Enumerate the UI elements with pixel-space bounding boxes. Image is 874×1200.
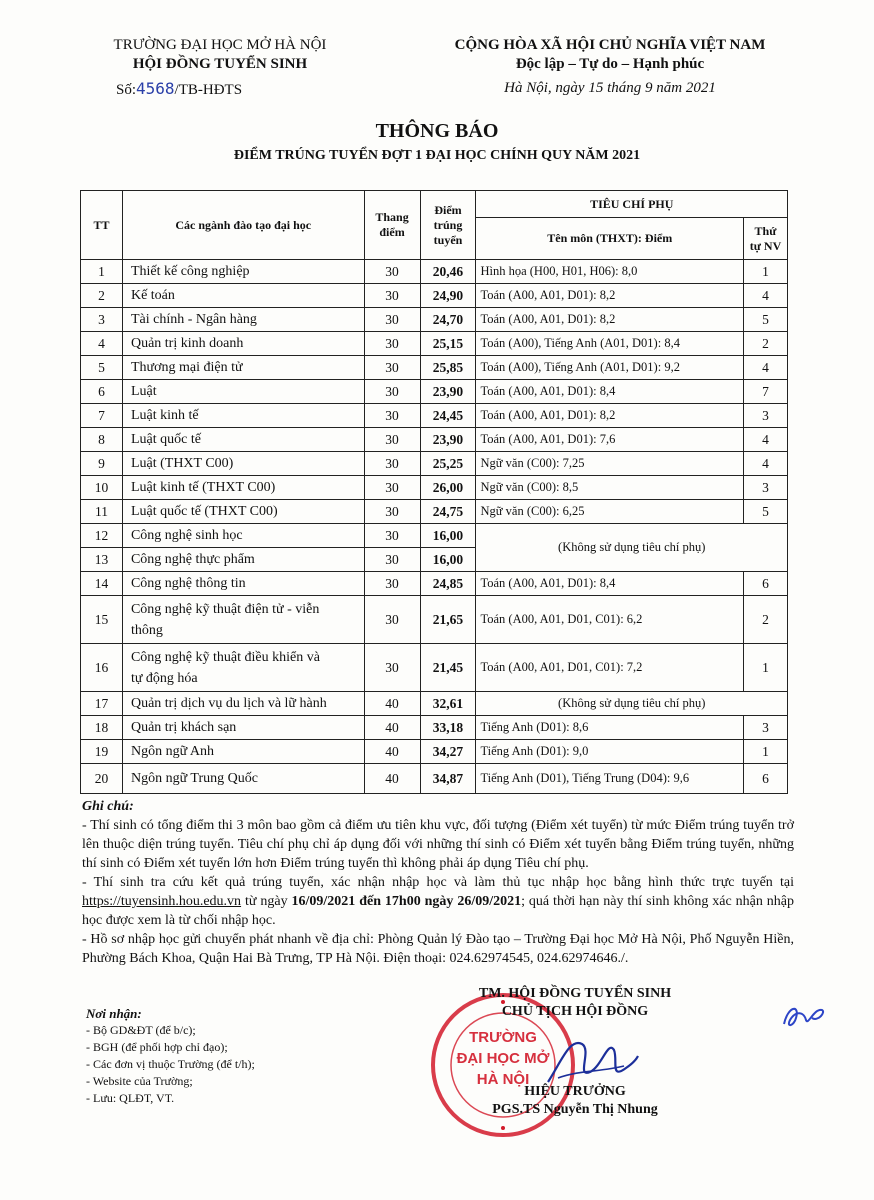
nation-name: CỘNG HÒA XÃ HỘI CHỦ NGHĨA VIỆT NAM [454, 37, 766, 53]
no-criteria-note: (Không sử dụng tiêu chí phụ) [476, 524, 788, 572]
header-tt: TT [81, 191, 123, 260]
recipient-item: - Bộ GD&ĐT (để b/c); [86, 1023, 196, 1037]
recipient-item: - BGH (để phối hợp chỉ đạo); [86, 1040, 228, 1054]
council-name: HỘI ĐỒNG TUYỂN SINH [132, 56, 308, 72]
signer-name: PGS.TS Nguyễn Thị Nhung [492, 1102, 658, 1117]
note-2: - Thí sinh tra cứu kết quả trúng tuyển, xác nhận nhập học và làm thủ tục nhập học bằng hình thức trực tuyến tại https://tuyensinh.hou.edu.vn từ ngày 16/09/2021 đến 17h00 ngày 26/09/2021; quá thời hạn này thí sinh không xác nhận nhập học được xem là từ chối nhập học. [82, 875, 794, 928]
table-row: 13 Công nghệ thực phẩm 30 16,00 [81, 548, 788, 572]
recipients-block [86, 1005, 346, 1107]
issuer-header [70, 36, 370, 100]
recipient-item: - Các đơn vị thuộc Trường (để t/h); [86, 1057, 255, 1071]
header-sub-criteria: TIÊU CHÍ PHỤ [476, 191, 788, 218]
note-3: - Hồ sơ nhập học gửi chuyển phát nhanh về địa chỉ: Phòng Quản lý Đào tạo – Trường Đại học Mở Hà Nội, Phố Nguyễn Hiền, Phường Bách Khoa, Quận Hai Bà Trưng, TP Hà Nội. Điện thoại: 024.62974545, 024.62974646./. [82, 932, 794, 966]
issue-date: Hà Nội, ngày 15 tháng 9 năm 2021 [504, 80, 716, 96]
header-subject: Tên môn (THXT): Điểm [476, 218, 744, 260]
document-number: Số:4568/TB-HĐTS [116, 79, 243, 98]
table-row: 2 Kế toán 30 24,90 Toán (A00, A01, D01): 8,2 4 [81, 284, 788, 308]
table-row: 6 Luật 30 23,90 Toán (A00, A01, D01): 8,4 7 [81, 380, 788, 404]
table-row: 9 Luật (THXT C00) 30 25,25 Ngữ văn (C00): 7,25 4 [81, 452, 788, 476]
initials-mark-icon [778, 996, 828, 1036]
signer-position: HIỆU TRƯỞNG [524, 1084, 626, 1099]
handwritten-signature-icon [540, 1020, 640, 1100]
table-row: 5 Thương mại điện tử 30 25,85 Toán (A00), Tiếng Anh (A01, D01): 9,2 4 [81, 356, 788, 380]
table-row: 15 Công nghệ kỹ thuật điện tử - viễn thông 30 21,65 Toán (A00, A01, D01, C01): 6,2 2 [81, 596, 788, 644]
table-row: 7 Luật kinh tế 30 24,45 Toán (A00, A01, D01): 8,2 3 [81, 404, 788, 428]
header-scale: Thang điểm [364, 191, 420, 260]
table-row: 17 Quản trị dịch vụ du lịch và lữ hành 40 32,61 (Không sử dụng tiêu chí phụ) [81, 692, 788, 716]
table-row: 19 Ngôn ngữ Anh 40 34,27 Tiếng Anh (D01): 9,0 1 [81, 740, 788, 764]
document-title: THÔNG BÁO [375, 120, 499, 142]
header-preference: Thứ tự NV [744, 218, 788, 260]
table-row: 4 Quản trị kinh doanh 30 25,15 Toán (A00), Tiếng Anh (A01, D01): 8,4 2 [81, 332, 788, 356]
table-row: 12 Công nghệ sinh học 30 16,00 (Không sử dụng tiêu chí phụ) [81, 524, 788, 548]
notes-section [82, 797, 794, 968]
notes-title: Ghi chú: [82, 799, 134, 814]
signature-line-1: TM. HỘI ĐỒNG TUYỂN SINH [478, 986, 672, 1001]
table-row: 11 Luật quốc tế (THXT C00) 30 24,75 Ngữ văn (C00): 6,25 5 [81, 500, 788, 524]
table-row: 10 Luật kinh tế (THXT C00) 30 26,00 Ngữ văn (C00): 8,5 3 [81, 476, 788, 500]
table-row: 20 Ngôn ngữ Trung Quốc 40 34,87 Tiếng Anh (D01), Tiếng Trung (D04): 9,6 6 [81, 764, 788, 794]
recipient-item: - Website của Trường; [86, 1074, 193, 1088]
table-row: 3 Tài chính - Ngân hàng 30 24,70 Toán (A00, A01, D01): 8,2 5 [81, 308, 788, 332]
header-program: Các ngành đào tạo đại học [122, 191, 364, 260]
handwritten-number: 4568 [136, 79, 175, 98]
table-row: 8 Luật quốc tế 30 23,90 Toán (A00, A01, D01): 7,6 4 [81, 428, 788, 452]
national-header [410, 36, 810, 98]
recipients-title: Nơi nhận: [86, 1006, 142, 1021]
table-row: 1 Thiết kế công nghiệp 30 20,46 Hình họa (H00, H01, H06): 8,0 1 [81, 260, 788, 284]
org-name: TRƯỜNG ĐẠI HỌC MỞ HÀ NỘI [113, 37, 327, 53]
national-motto: Độc lập – Tự do – Hạnh phúc [515, 56, 705, 72]
no-criteria-note: (Không sử dụng tiêu chí phụ) [476, 692, 788, 716]
signature-line-2: CHỦ TỊCH HỘI ĐỒNG [501, 1004, 649, 1019]
table-row: 16 Công nghệ kỹ thuật điều khiển và tự động hóa 30 21,45 Toán (A00, A01, D01, C01): 7,2 1 [81, 644, 788, 692]
note-1: - Thí sinh có tổng điểm thi 3 môn bao gồm cả điểm ưu tiên khu vực, đối tượng (Điểm xét tuyển) từ mức Điểm trúng tuyển trở lên thuộc diện trúng tuyển. Tiêu chí phụ chỉ áp dụng đối với những thí sinh có Điểm xét tuyển bằng Điểm trúng tuyển, những thí sinh có Điểm xét tuyển lớn hơn Điểm trúng tuyển thì không phải áp dụng Tiêu chí phụ. [82, 818, 794, 871]
header-score: Điểm trúng tuyển [420, 191, 476, 260]
table-row: 18 Quản trị khách sạn 40 33,18 Tiếng Anh (D01): 8,6 3 [81, 716, 788, 740]
recipient-item: - Lưu: QLĐT, VT. [86, 1091, 175, 1105]
admission-portal-link[interactable]: https://tuyensinh.hou.edu.vn [82, 894, 242, 909]
seal-text: TRƯỜNG ĐẠI HỌC MỞ HÀ NỘI [456, 1029, 550, 1088]
table-row: 14 Công nghệ thông tin 30 24,85 Toán (A00, A01, D01): 8,4 6 [81, 572, 788, 596]
admission-score-table [80, 190, 788, 794]
document-subtitle: ĐIỂM TRÚNG TUYỂN ĐỢT 1 ĐẠI HỌC CHÍNH QUY NĂM 2021 [233, 148, 641, 163]
